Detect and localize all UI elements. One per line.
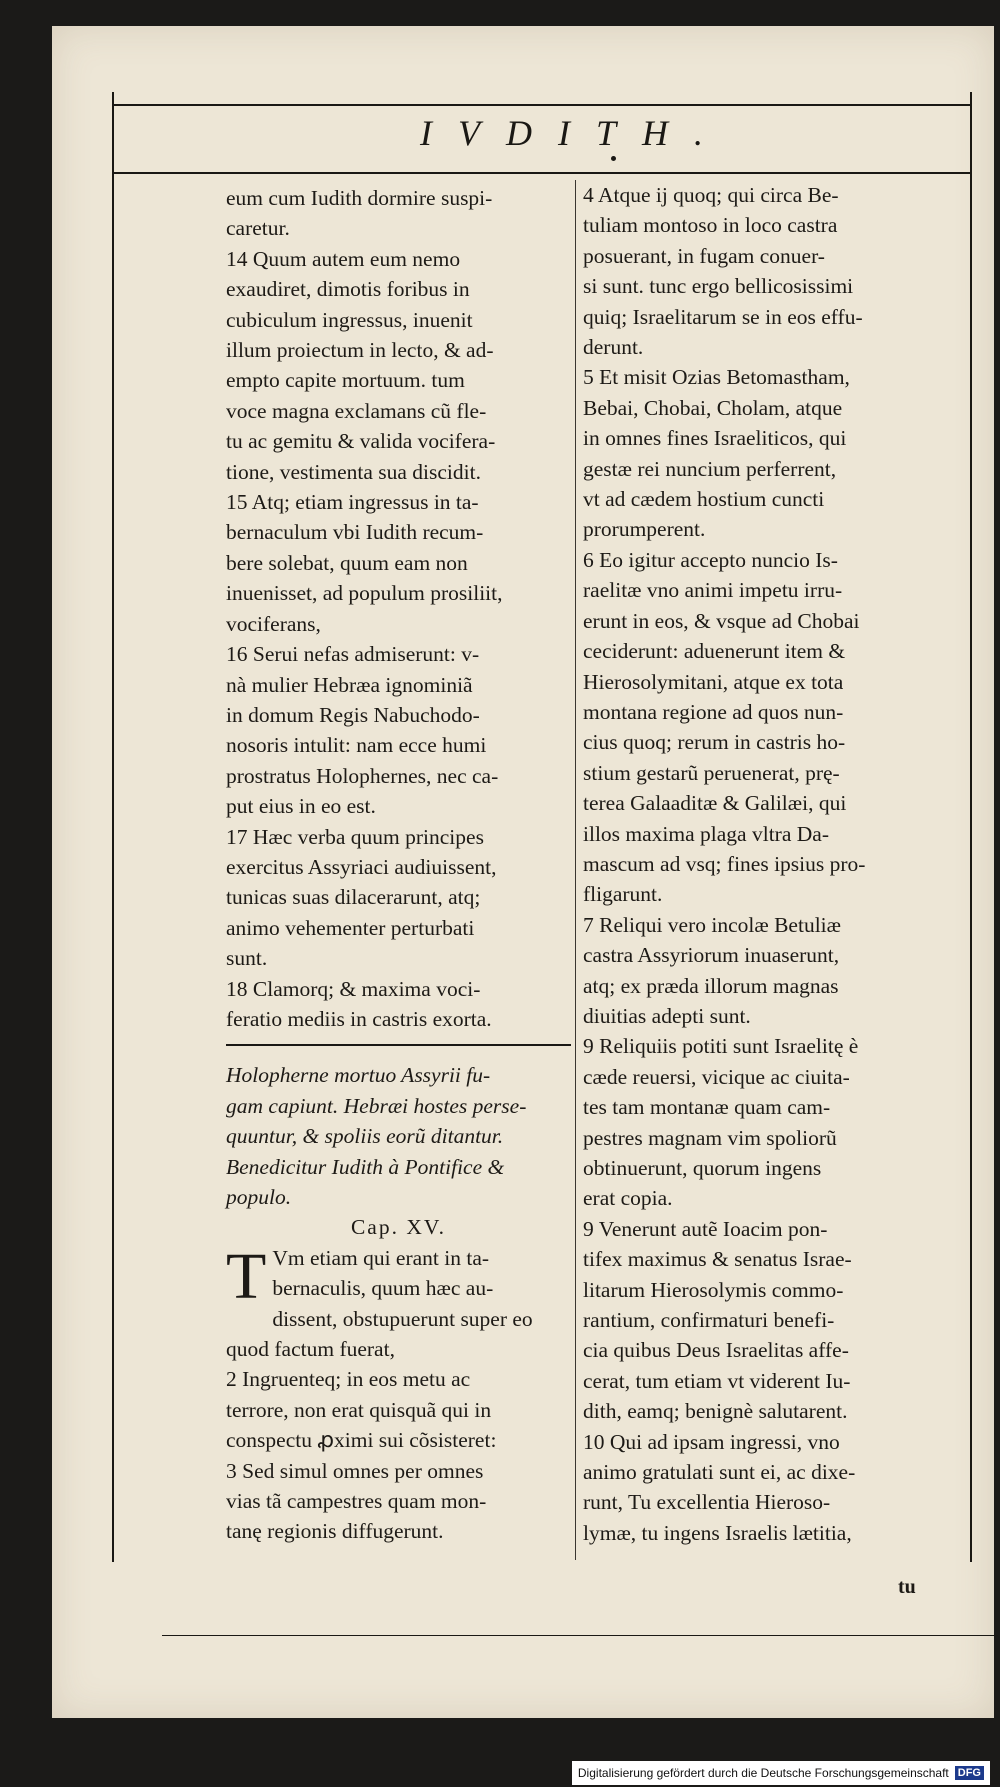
summary-line: populo. xyxy=(226,1185,292,1209)
text-line: stium gestarũ peruenerat, prę- xyxy=(583,760,840,785)
digitization-footer xyxy=(572,1761,990,1785)
text-line: derunt. xyxy=(583,335,644,360)
text-line: tu ac gemitu & valida vocifera- xyxy=(226,429,496,454)
text-line: 14 Quum autem eum nemo xyxy=(226,246,461,271)
text-line: mascum ad vsq; fines ipsius pro- xyxy=(583,851,866,876)
text-line: runt, Tu excellentia Hieroso- xyxy=(583,1490,831,1515)
text-line: 6 Eo igitur accepto nuncio Is- xyxy=(583,547,838,572)
text-line: 3 Sed simul omnes per omnes xyxy=(226,1458,484,1483)
summary-line: Holopherne mortuo Assyrii fu- xyxy=(226,1063,491,1088)
dfg-logo: DFG xyxy=(955,1766,984,1780)
text-line: 5 Et misit Ozias Betomastham, xyxy=(583,365,850,390)
text-line: voce magna exclamans cũ fle- xyxy=(226,398,487,423)
text-line: illum proiectum in lecto, & ad- xyxy=(226,338,494,363)
text-line: cius quoq; rerum in castris ho- xyxy=(583,730,846,755)
summary-line: gam capiunt. Hebræi hostes perse- xyxy=(226,1093,527,1118)
summary-line: Benedicitur Iudith à Pontifice & xyxy=(226,1154,505,1179)
text-line: exaudiret, dimotis foribus in xyxy=(226,277,470,302)
text-line: litarum Hierosolymis commo- xyxy=(583,1277,844,1302)
text-line: 17 Hæc verba quum principes xyxy=(226,824,484,849)
text-line: tuliam montoso in loco castra xyxy=(583,213,838,238)
text-line: exercitus Assyriaci audiuissent, xyxy=(226,854,497,879)
text-line: animo vehementer perturbati xyxy=(226,915,475,940)
text-line: 15 Atq; etiam ingressus in ta- xyxy=(226,490,479,515)
text-line: terrore, non erat quisquã qui in xyxy=(226,1397,492,1422)
text-line: put eius in eo est. xyxy=(226,794,376,819)
left-column xyxy=(226,183,571,1547)
text-line: tione, vestimenta sua discidit. xyxy=(226,459,481,484)
text-line: conspectu ꝓximi sui cõsisteret: xyxy=(226,1428,497,1453)
text-line: montana regione ad quos nun- xyxy=(583,699,844,724)
text-line: empto capite mortuum. tum xyxy=(226,368,465,393)
text-line: 7 Reliqui vero incolæ Betuliæ xyxy=(583,912,841,937)
text-line: vt ad cædem hostium cuncti xyxy=(583,487,825,512)
text-line: castra Assyriorum inuaserunt, xyxy=(583,943,840,968)
chapter-text xyxy=(226,1239,571,1547)
catchword: tu xyxy=(898,1576,916,1598)
text-line: erat copia. xyxy=(583,1186,673,1211)
section-separator xyxy=(226,1044,571,1046)
text-line: bernaculum vbi Iudith recum- xyxy=(226,520,484,545)
text-line: tifex maximus & senatus Israe- xyxy=(583,1247,852,1272)
text-line: illos maxima plaga vltra Da- xyxy=(583,821,829,846)
text-line: 4 Atque ij quoq; qui circa Be- xyxy=(583,183,839,207)
text-line: cerat, tum etiam vt viderent Iu- xyxy=(583,1368,851,1393)
text-line: posuerant, in fugam conuer- xyxy=(583,243,825,268)
text-line: cæde reuersi, vicique ac ciuita- xyxy=(583,1064,850,1089)
right-column xyxy=(583,180,921,1548)
text-line: 9 Reliquiis potiti sunt Israelitę è xyxy=(583,1034,859,1059)
text-line: eum cum Iudith dormire suspi- xyxy=(226,186,493,210)
text-line: dissent, obstupuerunt super eo xyxy=(272,1306,533,1331)
text-line: bere solebat, quum eam non xyxy=(226,550,468,575)
text-line: rantium, confirmaturi benefi- xyxy=(583,1308,835,1333)
left-column-text xyxy=(226,183,571,1034)
text-line: atq; ex præda illorum magnas xyxy=(583,973,839,998)
text-line: tunicas suas dilacerarunt, atq; xyxy=(226,885,481,910)
summary-line: quuntur, & spoliis eorũ ditantur. xyxy=(226,1124,504,1149)
text-line: gestæ rei nuncium perferrent, xyxy=(583,456,837,481)
text-line: Vm etiam qui erant in ta- xyxy=(272,1245,490,1270)
text-line: 16 Serui nefas admiserunt: v- xyxy=(226,642,480,667)
text-line: Bebai, Chobai, Cholam, atque xyxy=(583,395,843,420)
text-line: terea Galaaditæ & Galilæi, qui xyxy=(583,791,847,816)
text-line: 2 Ingruenteq; in eos metu ac xyxy=(226,1367,471,1392)
text-line: quod factum fuerat, xyxy=(226,1337,395,1362)
text-line: obtinuerunt, quorum ingens xyxy=(583,1156,822,1180)
chapter-heading: Cap. XV. xyxy=(350,1215,447,1240)
text-line: raelitæ vno animi impetu irru- xyxy=(583,578,843,603)
text-line: prostratus Holophernes, nec ca- xyxy=(226,763,499,788)
text-line: 9 Venerunt autẽ Ioacim pon- xyxy=(583,1216,828,1241)
text-line: sunt. xyxy=(226,946,268,971)
text-line: inuenisset, ad populum prosiliit, xyxy=(226,581,503,606)
header-bottom-rule xyxy=(112,172,972,174)
footer-text: Digitalisierung gefördert durch die Deutsche Forschungsgemeinschaft xyxy=(577,1766,949,1780)
running-title: IVDITH. xyxy=(420,113,729,153)
text-line: nà mulier Hebræa ignominiã xyxy=(226,672,473,697)
ornament-dot xyxy=(611,156,616,161)
text-line: ceciderunt: aduenerunt item & xyxy=(583,639,846,664)
text-line: caretur. xyxy=(226,216,290,241)
text-line: cia quibus Deus Israelitas affe- xyxy=(583,1338,849,1363)
text-line: in omnes fines Israeliticos, qui xyxy=(583,426,847,451)
column-divider xyxy=(575,180,576,1560)
text-line: vias tã campestres quam mon- xyxy=(226,1489,487,1514)
text-line: si sunt. tunc ergo bellicosissimi xyxy=(583,274,854,299)
header-top-rule xyxy=(112,104,972,106)
text-line: vociferans, xyxy=(226,611,321,636)
text-line: quiq; Israelitarum se in eos effu- xyxy=(583,304,863,329)
text-line: cubiculum ingressus, inuenit xyxy=(226,307,473,332)
text-line: tes tam montanæ quam cam- xyxy=(583,1095,831,1120)
right-margin-rule xyxy=(970,92,972,1562)
text-line: Hierosolymitani, atque ex tota xyxy=(583,669,844,694)
drop-cap-initial: T xyxy=(226,1239,267,1313)
text-line: fligarunt. xyxy=(583,882,663,907)
text-line: nosoris intulit: nam ecce humi xyxy=(226,733,487,758)
text-line: dith, eamq; benignè salutarent. xyxy=(583,1399,848,1424)
text-line: erunt in eos, & vsque ad Chobai xyxy=(583,608,860,633)
footer-rule xyxy=(162,1635,998,1636)
text-line: tanę regionis diffugerunt. xyxy=(226,1519,444,1544)
text-line: lymæ, tu ingens Israelis lætitia, xyxy=(583,1520,852,1545)
text-line: prorumperent. xyxy=(583,517,706,542)
text-line: animo gratulati sunt ei, ac dixe- xyxy=(583,1460,856,1485)
chapter-opening xyxy=(226,1239,571,1547)
text-line: bernaculis, quum hæc au- xyxy=(272,1276,494,1301)
text-line: pestres magnam vim spoliorũ xyxy=(583,1125,837,1150)
chapter-summary xyxy=(226,1060,571,1212)
left-margin-rule xyxy=(112,92,114,1562)
right-column-text xyxy=(583,180,921,1548)
text-line: diuitias adepti sunt. xyxy=(583,1003,751,1028)
text-line: in domum Regis Nabuchodo- xyxy=(226,702,480,727)
text-line: 10 Qui ad ipsam ingressi, vno xyxy=(583,1429,840,1454)
text-line: 18 Clamorq; & maxima voci- xyxy=(226,976,481,1001)
text-line: feratio mediis in castris exorta. xyxy=(226,1006,492,1031)
